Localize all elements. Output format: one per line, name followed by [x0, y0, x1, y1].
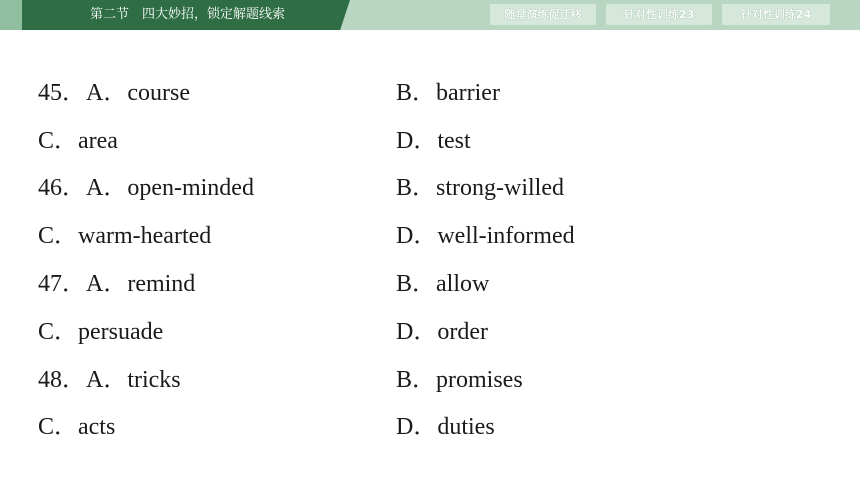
- q45-option-c: C．area: [38, 128, 118, 154]
- q47-option-c: C．persuade: [38, 319, 164, 345]
- q45-option-b: B．barrier: [396, 80, 500, 106]
- q48-option-b: B．promises: [396, 367, 523, 393]
- nav-button-training-24[interactable]: 针对性训练24: [722, 4, 830, 25]
- q47-option-a: 47．A．remind: [38, 271, 196, 297]
- q48-option-a: 48．A．tricks: [38, 367, 181, 393]
- section-title: 第二节 四大妙招，锁定解题线索: [90, 7, 286, 22]
- nav-button-practice[interactable]: 随堂演练促迁移: [490, 4, 596, 25]
- q47-option-b: B．allow: [396, 271, 490, 297]
- q46-option-d: D．well-informed: [396, 223, 575, 249]
- q47-option-d: D．order: [396, 319, 488, 345]
- q46-option-c: C．warm-hearted: [38, 223, 212, 249]
- q46-option-b: B．strong-willed: [396, 175, 564, 201]
- q48-option-d: D．duties: [396, 414, 495, 440]
- q45-option-a: 45．A．course: [38, 80, 190, 106]
- q45-option-d: D．test: [396, 128, 471, 154]
- header-bar: [0, 0, 860, 30]
- q46-option-a: 46．A．open-minded: [38, 175, 254, 201]
- nav-button-training-23[interactable]: 针对性训练23: [606, 4, 712, 25]
- q48-option-c: C．acts: [38, 414, 116, 440]
